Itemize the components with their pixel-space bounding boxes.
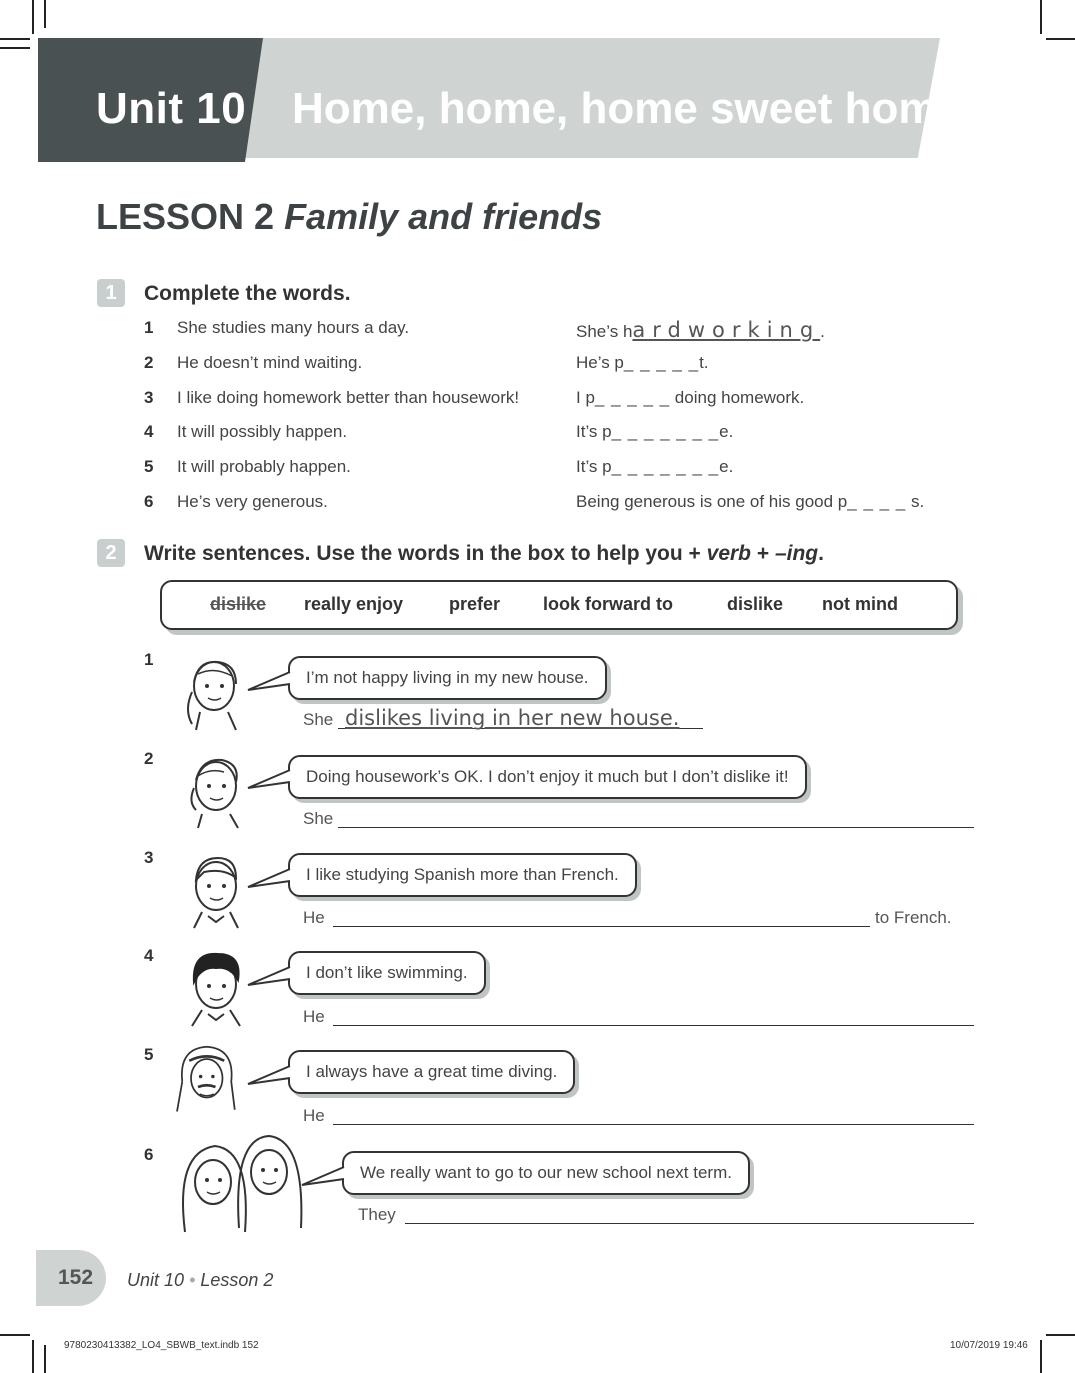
word-box-item: not mind xyxy=(822,594,898,614)
completion-suffix: doing homework. xyxy=(670,388,805,407)
answer-line[interactable] xyxy=(405,1223,974,1224)
girl-face-icon xyxy=(180,752,250,832)
item-sentence: He’s very generous. xyxy=(177,492,328,511)
item-sentence: I like doing homework better than housework! xyxy=(177,388,520,407)
lesson-heading xyxy=(96,196,602,238)
answer-line[interactable] xyxy=(333,1025,974,1026)
answer-subject: She xyxy=(303,710,334,729)
word-box-item: prefer xyxy=(449,594,501,614)
item-sentence: It will possibly happen. xyxy=(177,422,348,441)
letter-blanks[interactable]: _ _ _ _ _ xyxy=(594,388,671,407)
answer-line[interactable] xyxy=(333,1124,974,1125)
item-sentence: She studies many hours a day. xyxy=(177,318,410,337)
crop-mark xyxy=(1040,1340,1042,1373)
handwritten-answer: ardworking xyxy=(632,318,821,342)
completion-prefix: He’s p xyxy=(576,353,624,372)
crop-mark xyxy=(32,0,34,34)
letter-blanks[interactable]: _ _ _ _ _ _ _ xyxy=(611,422,720,441)
footer-lesson: Lesson 2 xyxy=(200,1270,274,1290)
crop-mark xyxy=(0,38,30,40)
footer-running-head xyxy=(127,1270,273,1291)
exercise-number-badge: 1 xyxy=(97,279,125,307)
answer-subject: He xyxy=(303,1106,325,1125)
speech-bubble-tail xyxy=(246,965,292,989)
item-number: 2 xyxy=(144,749,154,768)
completion-prefix: I p xyxy=(576,388,595,407)
speech-bubble-tail xyxy=(300,1165,346,1189)
handwritten-answer: dislikes living in her new house. xyxy=(345,706,680,730)
item-number: 6 xyxy=(144,492,154,511)
page-number: 152 xyxy=(58,1266,94,1289)
crop-mark xyxy=(0,47,30,49)
speech-bubble: I’m not happy living in my new house. xyxy=(288,656,607,700)
letter-blanks[interactable]: _ _ _ _ _ _ _ xyxy=(611,457,720,476)
letter-blanks[interactable]: _ _ _ _ _ xyxy=(623,353,700,372)
exercise-title xyxy=(144,542,824,566)
crop-mark xyxy=(44,0,46,28)
crop-mark xyxy=(44,1345,46,1373)
item-completion xyxy=(576,353,709,373)
word-box-item: look forward to xyxy=(543,594,673,614)
title-text: Write sentences. Use the words in the box to help you + xyxy=(144,542,707,565)
item-number: 5 xyxy=(144,1045,154,1064)
item-number: 1 xyxy=(144,650,154,669)
speech-bubble-tail xyxy=(246,670,292,694)
speech-bubble-tail xyxy=(246,768,292,792)
completion-prefix: It’s p xyxy=(576,457,612,476)
item-completion xyxy=(576,318,825,342)
item-number: 1 xyxy=(144,318,154,337)
speech-bubble: I like studying Spanish more than French. xyxy=(288,853,637,897)
speech-bubble-tail xyxy=(246,1064,292,1088)
item-sentence: It will probably happen. xyxy=(177,457,351,476)
crop-mark xyxy=(0,1334,30,1336)
title-verb: verb xyxy=(706,542,752,565)
answer-subject: He xyxy=(303,1007,325,1026)
exercise-title: Complete the words. xyxy=(144,282,351,305)
title-ing: –ing xyxy=(774,542,819,565)
word-box-item: dislike xyxy=(727,594,784,614)
speech-bubble: Doing housework’s OK. I don’t enjoy it much but I don’t dislike it! xyxy=(288,755,807,799)
speech-bubble: I don’t like swimming. xyxy=(288,951,486,995)
item-number: 3 xyxy=(144,388,154,407)
print-date-info: 10/07/2019 19:46 xyxy=(950,1340,1028,1351)
word-box xyxy=(160,580,958,630)
word-box-item: really enjoy xyxy=(304,594,404,614)
answer-suffix: to French. xyxy=(875,908,952,927)
item-completion xyxy=(576,422,733,442)
boy-face-icon xyxy=(180,850,250,930)
item-completion xyxy=(576,457,733,477)
lesson-label: LESSON 2 xyxy=(96,196,275,237)
crop-mark xyxy=(1046,38,1075,40)
letter-blanks[interactable]: _ _ _ _ xyxy=(847,492,907,511)
completion-suffix: t. xyxy=(699,353,709,372)
item-completion xyxy=(576,492,924,512)
answer-line[interactable] xyxy=(333,926,870,927)
item-number: 5 xyxy=(144,457,154,476)
title-end: . xyxy=(818,542,824,565)
item-number: 6 xyxy=(144,1145,154,1164)
completion-prefix: She’s h xyxy=(576,322,633,341)
completion-prefix: Being generous is one of his good p xyxy=(576,492,848,511)
boy-face-icon xyxy=(180,948,250,1028)
item-number: 2 xyxy=(144,353,154,372)
man-headscarf-icon xyxy=(170,1040,240,1120)
answer-line[interactable] xyxy=(338,827,974,828)
word-box-item: dislike xyxy=(210,594,267,614)
completion-prefix: It’s p xyxy=(576,422,612,441)
item-number: 3 xyxy=(144,848,154,867)
speech-bubble: I always have a great time diving. xyxy=(288,1050,575,1094)
crop-mark xyxy=(1046,1334,1075,1336)
exercise-number-badge: 2 xyxy=(97,539,125,567)
item-number: 4 xyxy=(144,946,154,965)
footer-separator: • xyxy=(189,1270,196,1290)
answer-subject: She xyxy=(303,809,334,828)
item-number: 4 xyxy=(144,422,154,441)
completion-suffix: s. xyxy=(906,492,925,511)
unit-label: Unit 10 xyxy=(96,84,247,133)
footer-unit: Unit 10 xyxy=(127,1270,185,1290)
item-completion xyxy=(576,388,804,408)
girl-face-icon xyxy=(178,652,248,732)
completion-suffix: e. xyxy=(719,422,734,441)
completion-suffix: . xyxy=(820,322,825,341)
speech-bubble-tail xyxy=(246,867,292,891)
lesson-title: Family and friends xyxy=(284,196,603,237)
completion-suffix: e. xyxy=(719,457,734,476)
crop-mark xyxy=(32,1340,34,1373)
title-plus: + xyxy=(751,542,775,565)
unit-title: Home, home, home sweet home xyxy=(292,84,962,133)
item-sentence: He doesn’t mind waiting. xyxy=(177,353,363,372)
print-file-info: 9780230413382_LO4_SBWB_text.indb 152 xyxy=(64,1340,259,1351)
answer-subject: He xyxy=(303,908,325,927)
speech-bubble: We really want to go to our new school next term. xyxy=(342,1151,750,1195)
two-girls-headscarf-icon xyxy=(165,1132,315,1240)
crop-mark xyxy=(1040,0,1042,34)
answer-subject: They xyxy=(358,1205,396,1224)
